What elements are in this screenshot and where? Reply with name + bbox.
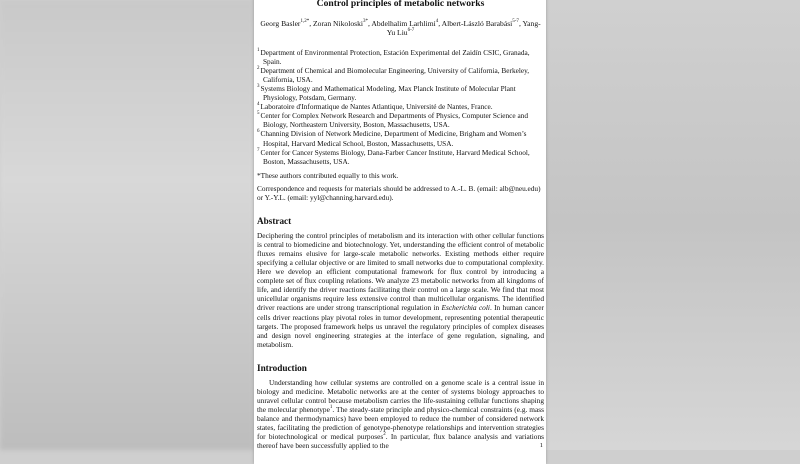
introduction-paragraph xyxy=(257,378,544,450)
author-list: Georg Basler$^{1,2*}$, Zoran Nikoloski$^{3*}$, Abdelhalim Larhlimi$^4$, Albert-László Barabási$^{5-7}$, Yang-Yu Liu$^{6-7}$ xyxy=(260,19,541,38)
affiliation-item xyxy=(257,84,544,102)
affiliation-number: 1 xyxy=(257,47,260,53)
citation-sup: 1 xyxy=(329,404,333,410)
page-number: 1 xyxy=(539,442,543,449)
abstract-paragraph xyxy=(257,231,544,349)
author-affil-sup: 1,2* xyxy=(300,19,310,24)
affiliation-item xyxy=(257,129,544,147)
paper-title: Control principles of metabolic networks xyxy=(316,0,485,9)
affiliation-number: 5 xyxy=(257,111,260,117)
affiliation-text: Department of Environmental Protection, Estación Experimental del Zaidín CSIC, Granada, Spain. xyxy=(260,47,530,66)
affiliation-item xyxy=(257,102,544,111)
affiliation-item xyxy=(257,66,544,84)
abstract-text: Deciphering the control principles of metabolism and its interaction with other cellular functions is central to biomedicine and biotechnology. Yet, understanding the efficient control of metabolic fluxes remains elusive for large-scale metabolic networks. Existing methods either require specifying a cellular objective or are limited to small networks due to computational complexity. Here we develop an efficient computational framework for flux control by introducing a complete set of flux coupling relations. We analyze 23 metabolic networks from all kingdoms of life, and identify the driver reactions facilitating their control on a large scale. We find that most unicellular organisms require less extensive control than multicellular organisms. The identified driver reactions are under strong transcriptional regulation in xyxy=(257,231,544,313)
introduction-text: . In particular, flux balance analysis and variations thereof have been successfully applied to the xyxy=(257,431,544,451)
abstract-heading: Abstract xyxy=(257,216,292,227)
introduction-text: . The steady-state principle and physico-chemical constraints (e.g. mass balance and thermodynamics) have been employed to reduce the number of considered network states, facilitating the prediction of genotype-phenotype relationships and intervention strategies for biotechnological or medical purposes xyxy=(257,404,544,441)
affiliation-text: Channing Division of Network Medicine, Department of Medicine, Brigham and Women’s Hospital, Harvard Medical School, Boston, Massachusetts, USA. xyxy=(260,129,527,148)
affiliation-item xyxy=(257,48,544,66)
abstract-species-name: Escherichia coli xyxy=(441,303,490,313)
affiliation-number: 3 xyxy=(257,83,260,89)
affiliation-number: 7 xyxy=(257,147,260,153)
affiliation-list xyxy=(257,48,544,166)
blurred-background-left xyxy=(0,0,254,450)
correspondence-note: Correspondence and requests for materials should be addressed to A.-L. B. (email: alb@neu.edu) or Y.-Y.L. (email: yyl@channing.harvard.edu). xyxy=(257,183,541,202)
affiliation-text: Center for Complex Network Research and Departments of Physics, Computer Science and Biology, Northeastern University, Boston, Massachusetts, USA. xyxy=(260,111,528,130)
affiliation-number: 2 xyxy=(257,65,260,71)
affiliation-text: Center for Cancer Systems Biology, Dana-Farber Cancer Institute, Harvard Medical School, Boston, Massachusetts, USA. xyxy=(260,147,530,166)
author-affil-sup: 4 xyxy=(435,19,439,24)
author-name: Albert-László Barabási xyxy=(441,19,513,28)
author-affil-sup: 5-7 xyxy=(512,19,519,24)
abstract-text: . In human cancer cells driver reactions play pivotal roles in tumor development, representing potential therapeutic targets. The proposed framework helps us unravel the regulatory principles of complex diseases and design novel engineering strategies at the interface of gene regulation, signaling, and metabolism. xyxy=(257,303,544,349)
paper-page xyxy=(254,0,546,464)
author-name: Zoran Nikoloski xyxy=(313,19,364,28)
citation-sup: 2 xyxy=(383,431,386,437)
author-name: Yang-Yu Liu xyxy=(386,19,541,38)
affiliation-text: Department of Chemical and Biomolecular Engineering, University of California, Berkeley, California, USA. xyxy=(260,65,530,84)
equal-contribution-note: *These authors contributed equally to this work. xyxy=(257,170,399,180)
affiliation-number: 4 xyxy=(257,102,260,108)
introduction-heading: Introduction xyxy=(257,362,307,373)
affiliation-item xyxy=(257,111,544,129)
author-name: Georg Basler xyxy=(260,19,301,28)
affiliation-text: Systems Biology and Mathematical Modeling, Max Planck Institute of Molecular Plant Physiology, Potsdam, Germany. xyxy=(260,83,516,103)
author-name: Abdelhalim Larhlimi xyxy=(371,19,436,28)
introduction-text: Understanding how cellular systems are controlled on a genome scale is a central issue in biology and medicine. Metabolic networks are at the center of systems biology approaches to unravel cellular control because metabolism carries the life-sustaining cellular functions shaping the molecular phenotype xyxy=(257,377,544,414)
blurred-background-right xyxy=(546,0,800,450)
affiliation-number: 6 xyxy=(257,129,260,135)
author-affil-sup: 6-7 xyxy=(407,28,415,34)
author-affil-sup: 3* xyxy=(363,19,369,24)
affiliation-item xyxy=(257,148,544,166)
affiliation-text: Laboratoire d'Informatique de Nantes Atlantique, Université de Nantes, France. xyxy=(260,102,493,112)
